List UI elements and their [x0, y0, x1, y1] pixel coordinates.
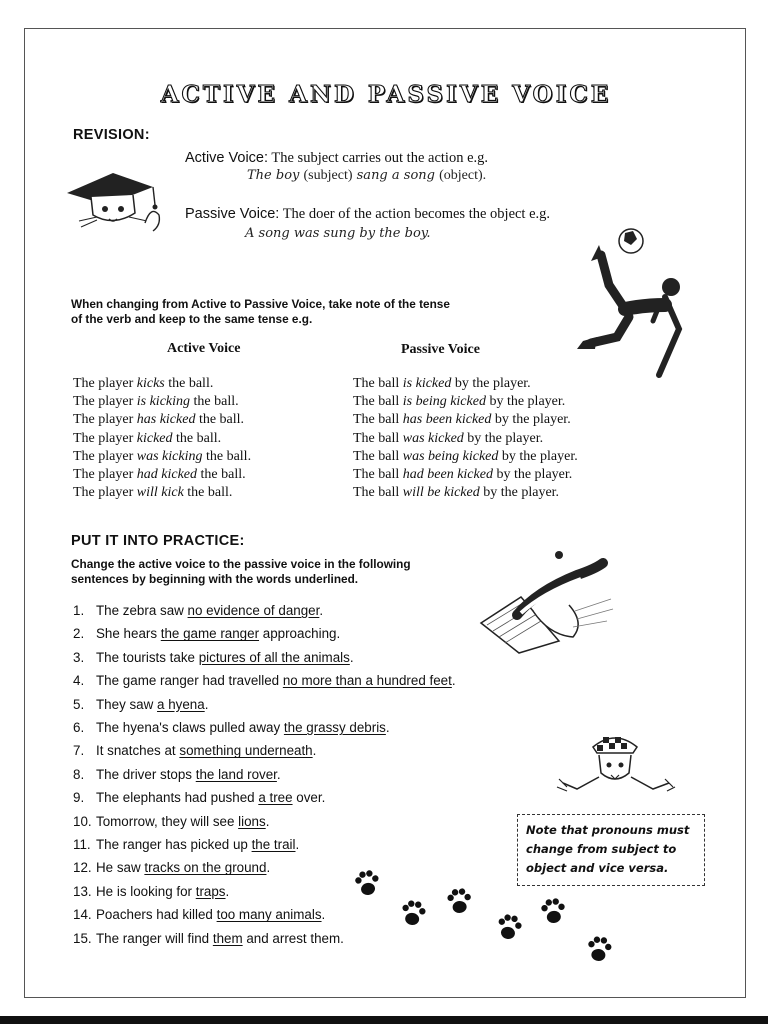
- bottom-edge-bar: [0, 1016, 768, 1024]
- paw-print-icon: [354, 869, 381, 897]
- practice-item: 15. The ranger will find them and arrest them.: [73, 930, 344, 946]
- passive-example-row: The ball has been kicked by the player.: [353, 412, 571, 428]
- passive-example-row: The ball was kicked by the player.: [353, 430, 544, 446]
- passive-example-row: The ball was being kicked by the player.: [353, 448, 578, 464]
- practice-item: 10. Tomorrow, they will see lions.: [73, 813, 270, 829]
- mouse-shrug-illustration: [553, 727, 677, 807]
- paw-print-icon: [587, 936, 613, 963]
- active-example-row: The player kicked the ball.: [73, 430, 222, 446]
- worksheet-page: [24, 28, 746, 998]
- passive-example-row: The ball will be kicked by the player.: [353, 485, 560, 501]
- passive-voice-examples: [353, 375, 578, 502]
- active-example-row: The player is kicking the ball.: [73, 394, 239, 410]
- paw-print-icon: [400, 899, 427, 926]
- passive-voice-definition: The doer of the action becomes the object e.g.: [282, 206, 551, 222]
- practice-item: 14. Poachers had killed too many animals.: [73, 907, 326, 923]
- practice-item: 2. She hears the game ranger approaching.: [73, 626, 341, 642]
- passive-voice-term: Passive Voice:: [185, 206, 280, 222]
- passive-example-row: The ball is being kicked by the player.: [353, 394, 566, 410]
- revision-heading: REVISION:: [73, 127, 150, 143]
- active-voice-examples: [73, 375, 251, 502]
- active-example-verb: sang a song: [356, 168, 435, 183]
- practice-item: 9. The elephants had pushed a tree over.: [73, 790, 326, 806]
- practice-item: 12. He saw tracks on the ground.: [73, 860, 271, 876]
- pronoun-note-line-3: object and vice versa.: [526, 861, 669, 875]
- active-example-row: The player will kick the ball.: [73, 485, 233, 501]
- passive-example-row: The ball had been kicked by the player.: [353, 467, 573, 483]
- paw-print-icon: [447, 888, 473, 915]
- passive-example: A song was sung by the boy.: [245, 226, 431, 241]
- practice-item: 6. The hyena's claws pulled away the grassy debris.: [73, 720, 390, 736]
- worksheet-title: ACTIVE AND PASSIVE VOICE: [160, 81, 612, 108]
- pronoun-note-line-1: Note that pronouns must: [526, 823, 690, 837]
- active-example-row: The player has kicked the ball.: [73, 412, 245, 428]
- paw-print-icon: [540, 897, 567, 924]
- paw-print-icon: [496, 913, 523, 941]
- teacher-mouse-illustration: [61, 165, 165, 237]
- active-voice-definition: The subject carries out the action e.g.: [271, 150, 488, 166]
- active-example-object-label: (object).: [439, 168, 487, 183]
- practice-instruction-line-2: sentences by beginning with the words underlined.: [71, 572, 359, 586]
- active-example-row: The player was kicking the ball.: [73, 448, 252, 464]
- practice-instruction-line-1: Change the active voice to the passive voice in the following: [71, 557, 411, 571]
- practice-heading: PUT IT INTO PRACTICE:: [71, 533, 245, 549]
- writing-hand-illustration: [477, 541, 617, 655]
- active-voice-column-header: Active Voice: [167, 341, 241, 356]
- practice-item: 5. They saw a hyena.: [73, 696, 209, 712]
- active-example-row: The player kicks the ball.: [73, 376, 214, 391]
- paw-prints-decoration: [345, 865, 645, 975]
- pronoun-note-line-2: change from subject to: [526, 842, 677, 856]
- passive-voice-column-header: Passive Voice: [401, 342, 480, 357]
- practice-item: 8. The driver stops the land rover.: [73, 766, 281, 782]
- practice-item: 7. It snatches at something underneath.: [73, 743, 317, 759]
- tense-note-line-2: of the verb and keep to the same tense e.g.: [71, 312, 313, 326]
- active-example-subject: The boy: [247, 168, 300, 183]
- practice-item: 11. The ranger has picked up the trail.: [73, 837, 300, 853]
- soccer-player-illustration: [561, 225, 691, 383]
- active-example-subject-label: (subject): [303, 168, 353, 183]
- practice-item: 1. The zebra saw no evidence of danger.: [73, 603, 324, 618]
- passive-example-row: The ball is kicked by the player.: [353, 376, 531, 391]
- practice-item: 3. The tourists take pictures of all the animals.: [73, 649, 354, 665]
- active-voice-term: Active Voice:: [185, 150, 269, 166]
- active-example-row: The player had kicked the ball.: [73, 467, 246, 483]
- practice-item: 13. He is looking for traps.: [73, 883, 230, 899]
- practice-item: 4. The game ranger had travelled no more than a hundred feet.: [73, 673, 456, 689]
- tense-note-line-1: When changing from Active to Passive Voice, take note of the tense: [71, 297, 450, 311]
